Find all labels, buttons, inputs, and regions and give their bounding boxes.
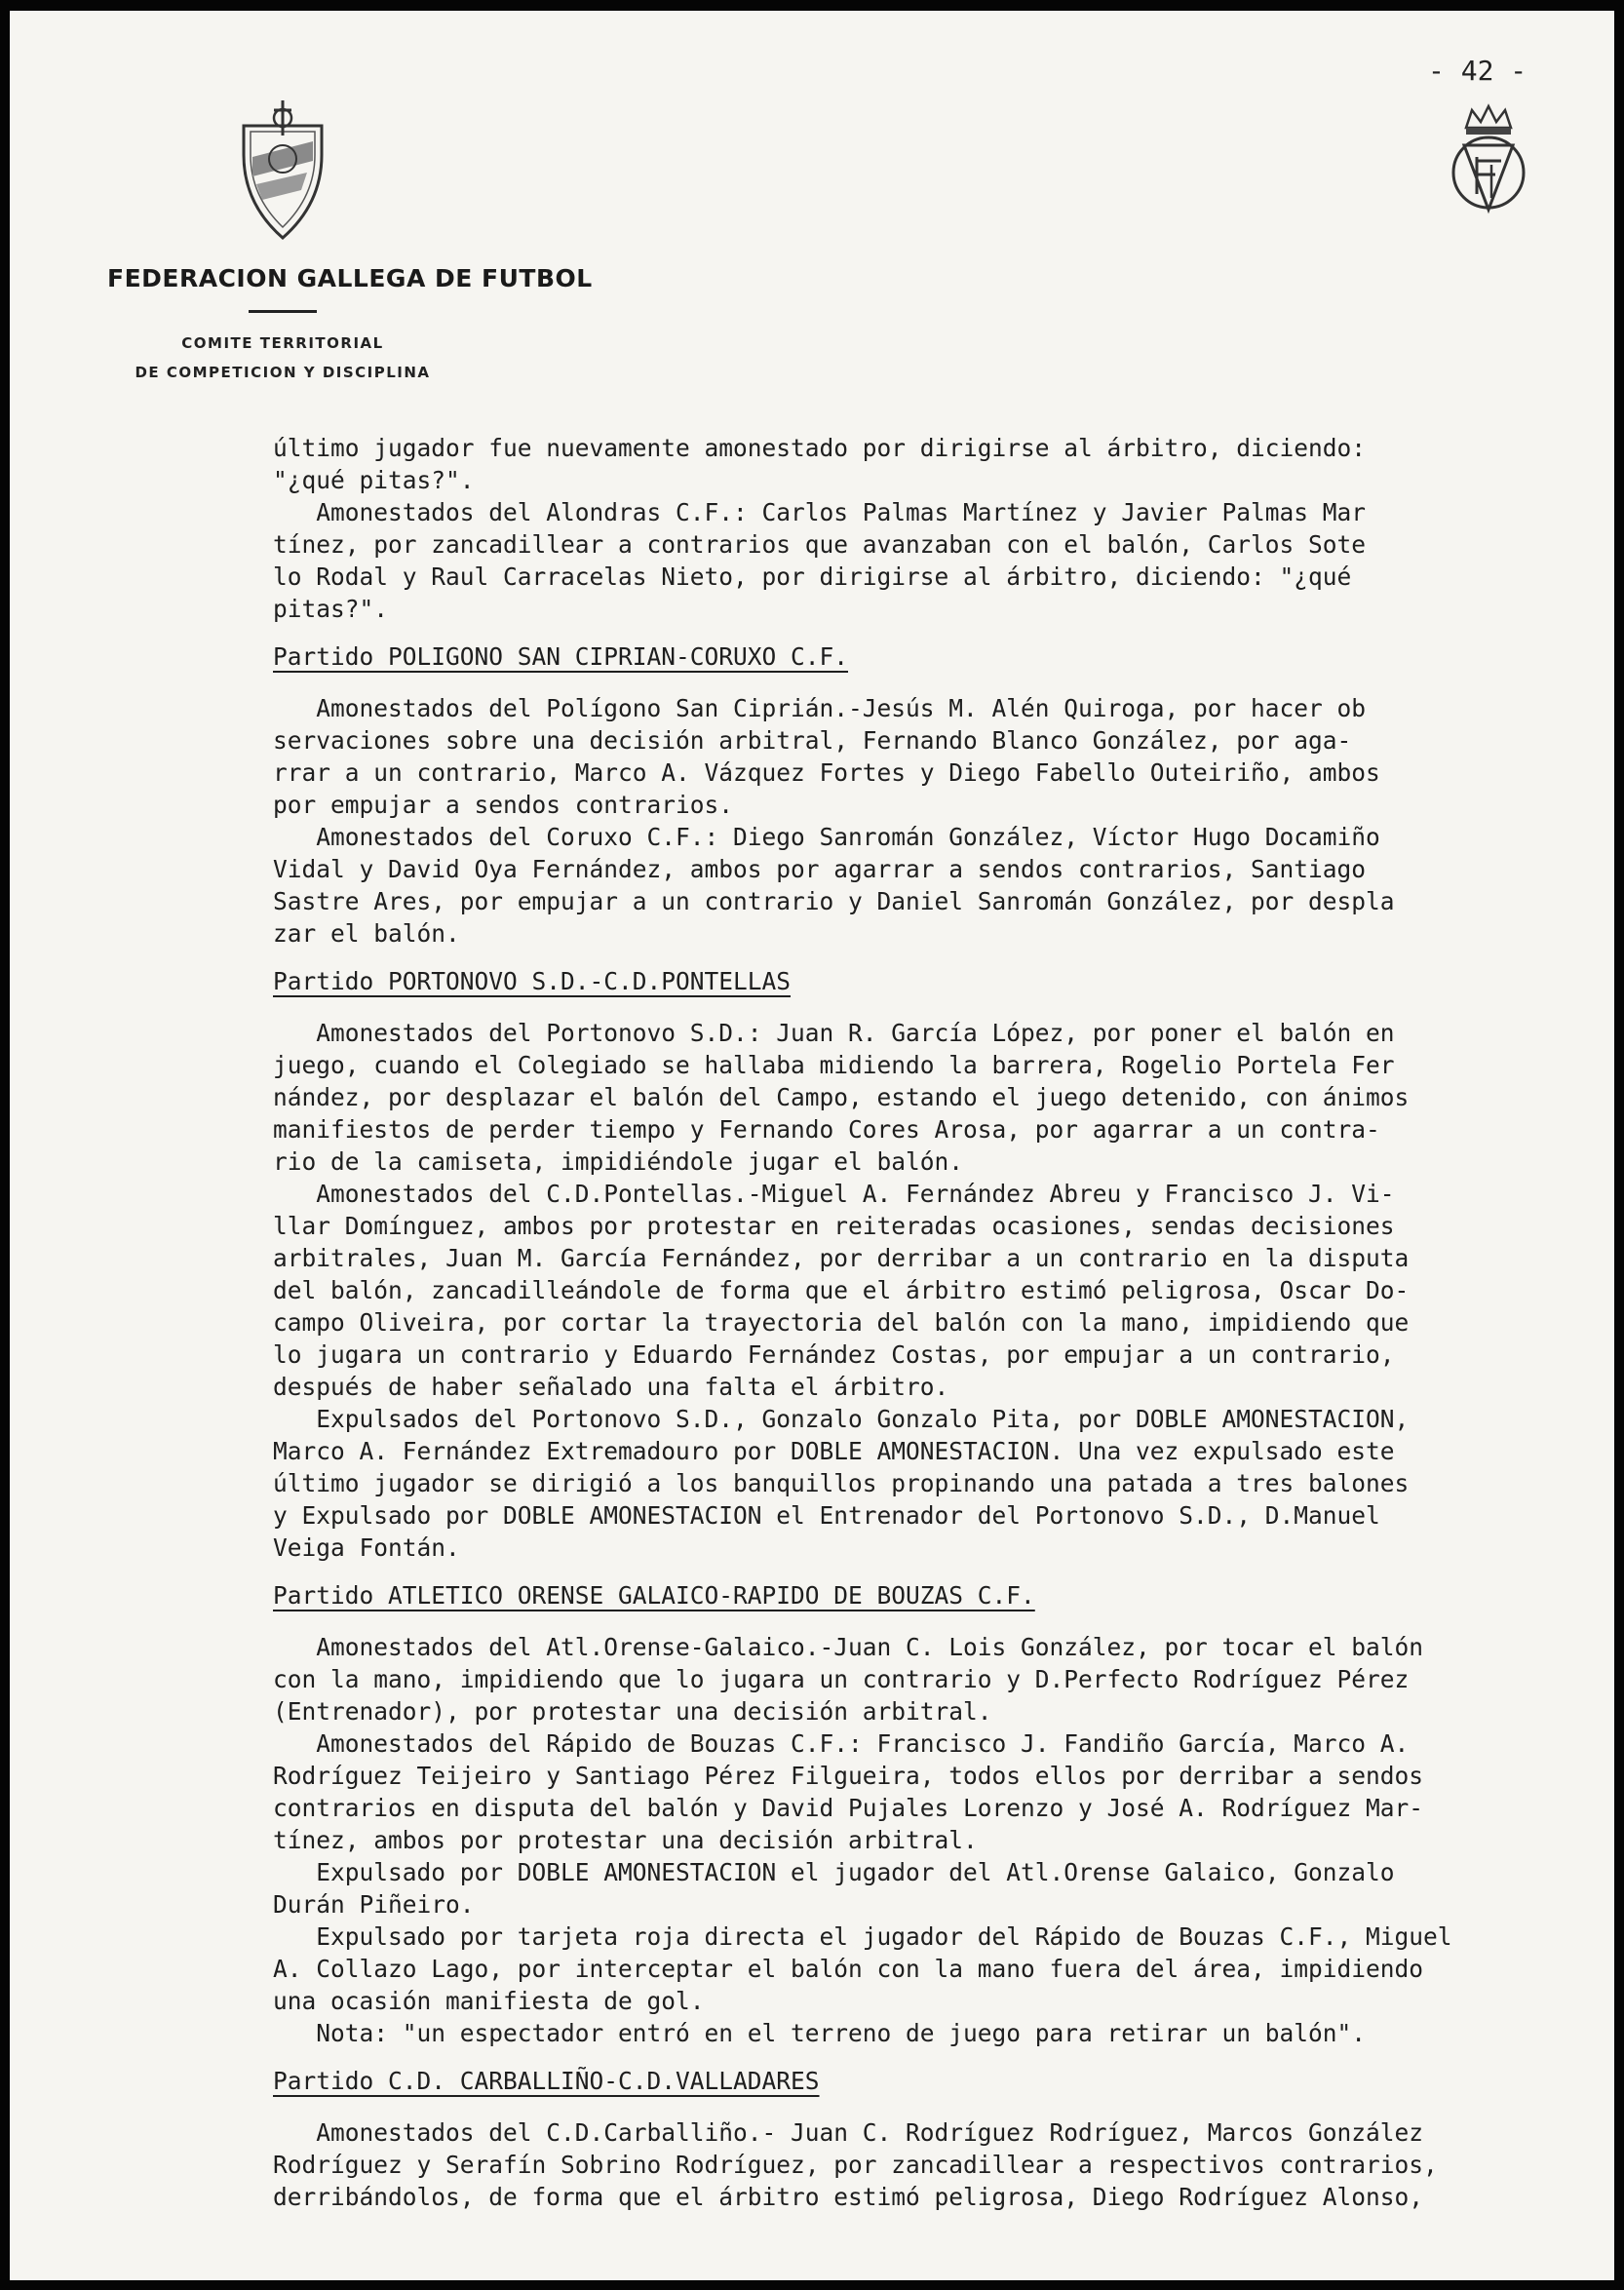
match-heading-text: Partido ATLETICO ORENSE GALAICO-RAPIDO DE BOUZAS C.F. bbox=[273, 1581, 1035, 1610]
committee-line-2: DE COMPETICION Y DISCIPLINA bbox=[135, 364, 431, 381]
text-line: lo Rodal y Raul Carracelas Nieto, por dirigirse al árbitro, diciendo: "¿qué bbox=[273, 563, 1352, 591]
text-line: servaciones sobre una decisión arbitral, Fernando Blanco González, por aga- bbox=[273, 726, 1352, 755]
text-line: juego, cuando el Colegiado se hallaba midiendo la barrera, Rogelio Portela Fer bbox=[273, 1051, 1395, 1079]
text-line: nández, por desplazar el balón del Campo, estando el juego detenido, con ánimos bbox=[273, 1083, 1410, 1111]
text-line: último jugador fue nuevamente amonestado por dirigirse al árbitro, diciendo: bbox=[273, 434, 1367, 462]
text-line: tínez, por zancadillear a contrarios que avanzaban con el balón, Carlos Sote bbox=[273, 530, 1367, 559]
text-line: Amonestados del Alondras C.F.: Carlos Palmas Martínez y Javier Palmas Mar bbox=[273, 498, 1367, 526]
text-line: con la mano, impidiendo que lo jugara un contrario y D.Perfecto Rodríguez Pérez bbox=[273, 1665, 1410, 1693]
text-line: Marco A. Fernández Extremadouro por DOBLE AMONESTACION. Una vez expulsado este bbox=[273, 1437, 1395, 1465]
text-line: manifiestos de perder tiempo y Fernando Cores Arosa, por agarrar a un contra- bbox=[273, 1115, 1380, 1144]
text-line: Amonestados del Rápido de Bouzas C.F.: Francisco J. Fandiño García, Marco A. bbox=[273, 1729, 1410, 1758]
text-line: Amonestados del C.D.Carballiño.- Juan C. Rodríguez Rodríguez, Marcos González bbox=[273, 2118, 1424, 2147]
text-line: A. Collazo Lago, por interceptar el balón con la mano fuera del área, impidiendo bbox=[273, 1955, 1424, 1983]
text-line: rrar a un contrario, Marco A. Vázquez Fortes y Diego Fabello Outeiriño, ambos bbox=[273, 758, 1380, 787]
text-line: Rodríguez y Serafín Sobrino Rodríguez, por zancadillear a respectivos contrarios, bbox=[273, 2151, 1438, 2179]
royal-crest-emblem-icon bbox=[1445, 100, 1532, 217]
match-heading-text: Partido POLIGONO SAN CIPRIAN-CORUXO C.F. bbox=[273, 642, 849, 671]
match-heading bbox=[273, 965, 1579, 997]
text-line: arbitrales, Juan M. García Fernández, por derribar a un contrario en la disputa bbox=[273, 1244, 1410, 1272]
match-heading-text: Partido C.D. CARBALLIÑO-C.D.VALLADARES bbox=[273, 2067, 820, 2095]
page-number: - 42 - bbox=[1428, 55, 1527, 87]
text-line: zar el balón. bbox=[273, 919, 460, 948]
text-line: después de haber señalado una falta el árbitro. bbox=[273, 1373, 949, 1401]
text-line: llar Domínguez, ambos por protestar en reiteradas ocasiones, sendas decisiones bbox=[273, 1212, 1395, 1240]
text-line: Amonestados del C.D.Pontellas.-Miguel A. Fernández Abreu y Francisco J. Vi- bbox=[273, 1180, 1395, 1208]
text-line: Rodríguez Teijeiro y Santiago Pérez Filgueira, todos ellos por derribar a sendos bbox=[273, 1762, 1424, 1790]
text-line: Nota: "un espectador entró en el terreno de juego para retirar un balón". bbox=[273, 2019, 1367, 2047]
federation-shield-logo bbox=[239, 97, 327, 243]
text-line: Amonestados del Portonovo S.D.: Juan R. García López, por poner el balón en bbox=[273, 1019, 1395, 1047]
header-divider bbox=[249, 310, 317, 313]
text-line: Expulsado por DOBLE AMONESTACION el jugador del Atl.Orense Galaico, Gonzalo bbox=[273, 1858, 1395, 1886]
match-heading-text: Partido PORTONOVO S.D.-C.D.PONTELLAS bbox=[273, 967, 792, 995]
text-line: tínez, ambos por protestar una decisión arbitral. bbox=[273, 1826, 978, 1854]
text-line: por empujar a sendos contrarios. bbox=[273, 791, 734, 819]
text-line: lo jugara un contrario y Eduardo Fernández Costas, por empujar a un contrario, bbox=[273, 1340, 1395, 1369]
text-line: pitas?". bbox=[273, 595, 389, 623]
text-line: Amonestados del Atl.Orense-Galaico.-Juan C. Lois González, por tocar el balón bbox=[273, 1633, 1424, 1661]
document-body bbox=[273, 432, 1579, 2213]
text-line: Expulsado por tarjeta roja directa el jugador del Rápido de Bouzas C.F., Miguel bbox=[273, 1922, 1452, 1951]
text-line: Sastre Ares, por empujar a un contrario y Daniel Sanromán González, por despla bbox=[273, 887, 1395, 915]
text-line: una ocasión manifiesta de gol. bbox=[273, 1987, 705, 2015]
text-line: campo Oliveira, por cortar la trayectoria del balón con la mano, impidiendo que bbox=[273, 1308, 1410, 1337]
text-line: "¿qué pitas?". bbox=[273, 466, 475, 494]
text-line: Durán Piñeiro. bbox=[273, 1890, 475, 1919]
text-line: rio de la camiseta, impidiéndole jugar el balón. bbox=[273, 1147, 964, 1176]
text-line: Expulsados del Portonovo S.D., Gonzalo Gonzalo Pita, por DOBLE AMONESTACION, bbox=[273, 1405, 1410, 1433]
text-line: del balón, zancadilleándole de forma que el árbitro estimó peligrosa, Oscar Do- bbox=[273, 1276, 1410, 1304]
text-line: (Entrenador), por protestar una decisión arbitral. bbox=[273, 1697, 992, 1726]
document-page bbox=[10, 11, 1614, 2280]
text-line: y Expulsado por DOBLE AMONESTACION el Entrenador del Portonovo S.D., D.Manuel bbox=[273, 1501, 1380, 1530]
committee-name bbox=[107, 329, 458, 387]
match-heading bbox=[273, 1579, 1579, 1611]
text-line: Vidal y David Oya Fernández, ambos por agarrar a sendos contrarios, Santiago bbox=[273, 855, 1367, 883]
text-line: derribándolos, de forma que el árbitro estimó peligrosa, Diego Rodríguez Alonso, bbox=[273, 2183, 1424, 2211]
committee-line-1: COMITE TERRITORIAL bbox=[181, 334, 384, 352]
match-heading bbox=[273, 2065, 1579, 2097]
text-line: Veiga Fontán. bbox=[273, 1533, 460, 1562]
match-heading bbox=[273, 640, 1579, 673]
text-line: Amonestados del Coruxo C.F.: Diego Sanromán González, Víctor Hugo Docamiño bbox=[273, 823, 1380, 851]
text-line: Amonestados del Polígono San Ciprián.-Jesús M. Alén Quiroga, por hacer ob bbox=[273, 694, 1367, 722]
text-line: último jugador se dirigió a los banquillos propinando una patada a tres balones bbox=[273, 1469, 1410, 1497]
text-line: contrarios en disputa del balón y David Pujales Lorenzo y José A. Rodríguez Mar- bbox=[273, 1794, 1424, 1822]
letterhead bbox=[107, 97, 593, 387]
federation-name: FEDERACION GALLEGA DE FUTBOL bbox=[107, 264, 593, 292]
